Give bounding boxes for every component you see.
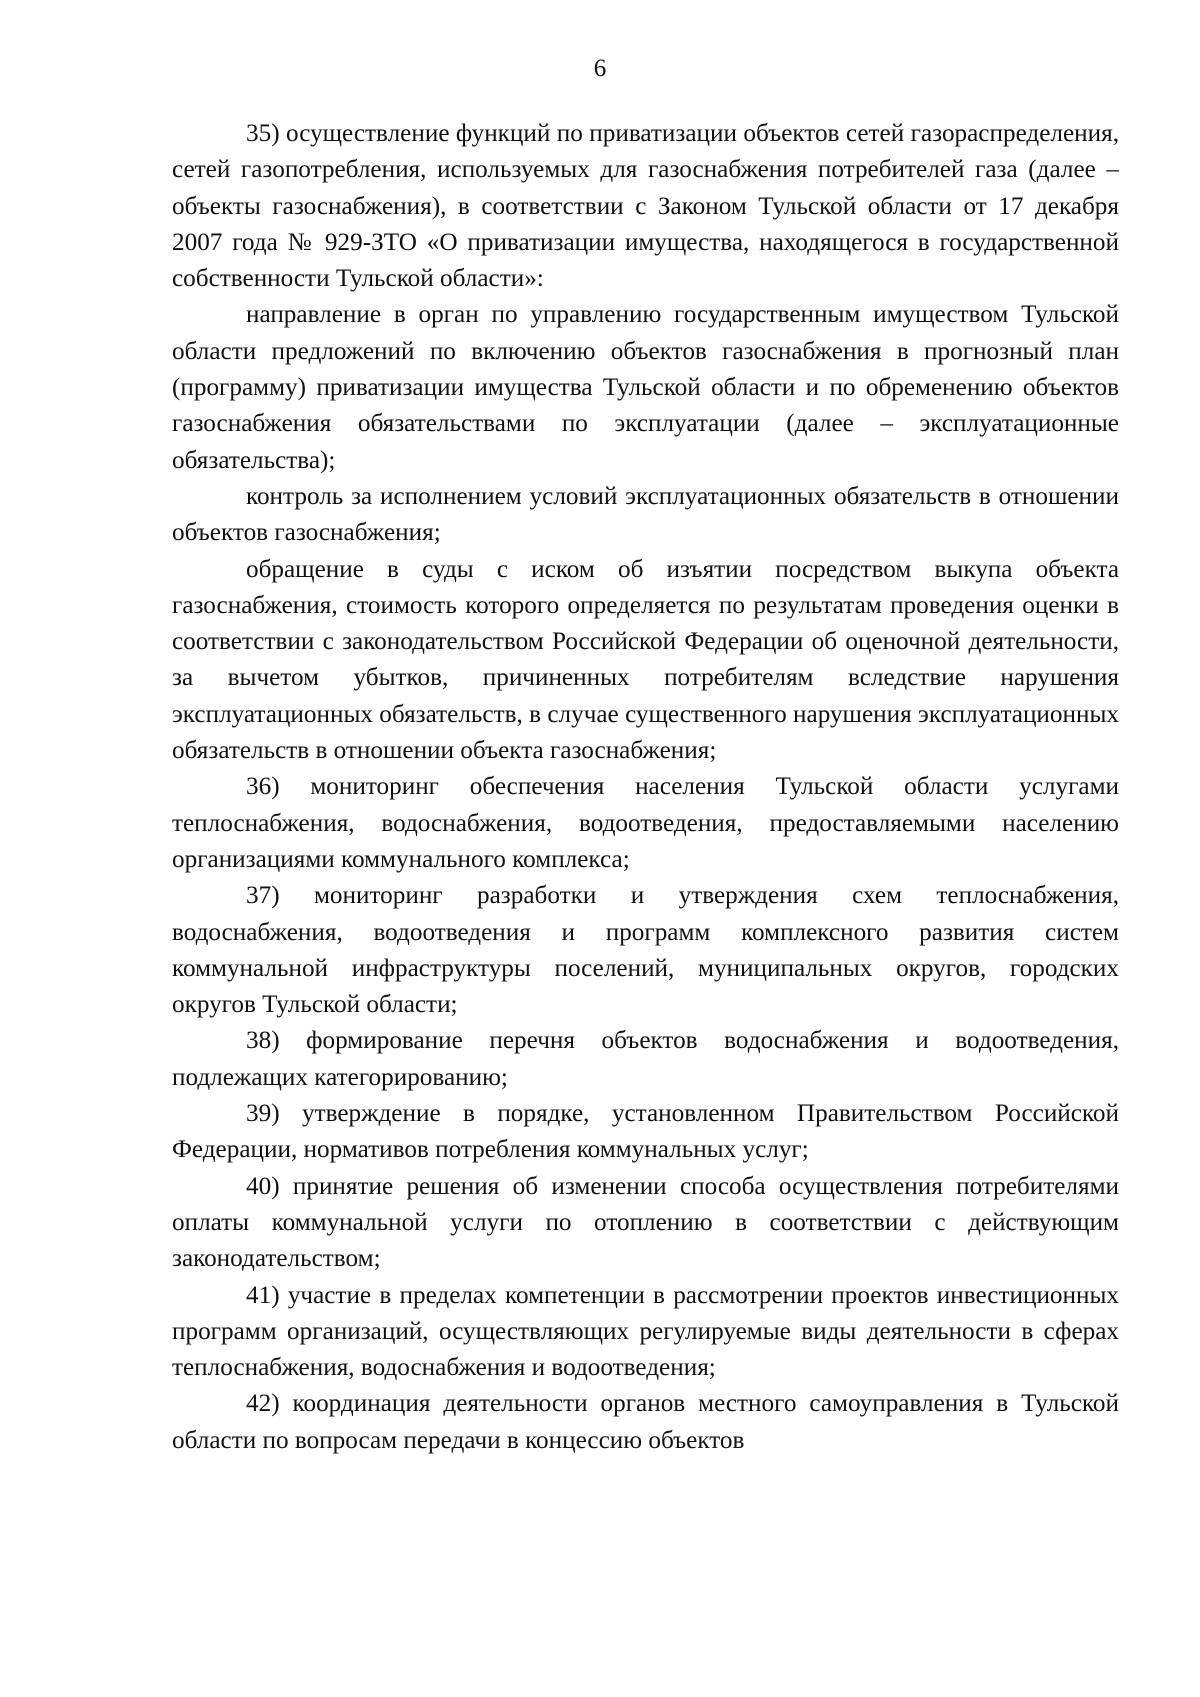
paragraph-37: 37) мониторинг разработки и утверждения схем теплоснабжения, водоснабжения, водоотведения и программ комплексного развития систем коммунальной инфраструктуры поселений, муниципальных округов, городских округов Тульской области; — [172, 882, 1119, 1019]
paragraph-35: 35) осуществление функций по приватизации объектов сетей газораспределения, сетей газопотребления, используемых для газоснабжения потребителей газа (далее – объекты газоснабжения), в соответствии с Законом Тульской области от 17 декабря 2007 года № 929-ЗТО «О приватизации имущества, находящегося в государственной собственности Тульской области»: — [172, 120, 1119, 293]
paragraph-35-subitem-court-appeal: обращение в суды с иском об изъятии посредством выкупа объекта газоснабжения, стоимость которого определяется по результатам проведения оценки в соответствии с законодательством Российской Федерации об оценочной деятельности, за вычетом убытков, причиненных потребителям вследствие нарушения эксплуатационных обязательств, в случае существенного нарушения эксплуатационных обязательств в отношении объекта газоснабжения; — [172, 555, 1119, 765]
page-number: 6 — [593, 55, 607, 82]
paragraph-35-subitem-control: контроль за исполнением условий эксплуатационных обязательств в отношении объектов газоснабжения; — [172, 482, 1119, 547]
paragraph-41: 41) участие в пределах компетенции в рассмотрении проектов инвестиционных программ организаций, осуществляющих регулируемые виды деятельности в сферах теплоснабжения, водоснабжения и водоотведения; — [172, 1281, 1119, 1382]
paragraph-38: 38) формирование перечня объектов водоснабжения и водоотведения, подлежащих категорированию; — [172, 1027, 1119, 1091]
document-body — [172, 116, 1119, 1459]
paragraph-36: 36) мониторинг обеспечения населения Тульской области услугами теплоснабжения, водоснабжения, водоотведения, предоставляемыми населению организациями коммунального комплекса; — [172, 773, 1119, 873]
paragraph-40: 40) принятие решения об изменении способа осуществления потребителями оплаты коммунальной услуги по отоплению в соответствии с действующим законодательством; — [172, 1172, 1119, 1273]
paragraph-42: 42) координация деятельности органов местного самоуправления в Тульской области по вопросам передачи в концессию объектов — [172, 1390, 1119, 1454]
paragraph-35-subitem-direction: направление в орган по управлению государственным имуществом Тульской области предложений по включению объектов газоснабжения в прогнозный план (программу) приватизации имущества Тульской области и по обременению объектов газоснабжения обязательствами по эксплуатации (далее – эксплуатационные обязательства); — [172, 301, 1119, 474]
paragraph-39: 39) утверждение в порядке, установленном Правительством Российской Федерации, нормативов потребления коммунальных услуг; — [172, 1100, 1119, 1164]
